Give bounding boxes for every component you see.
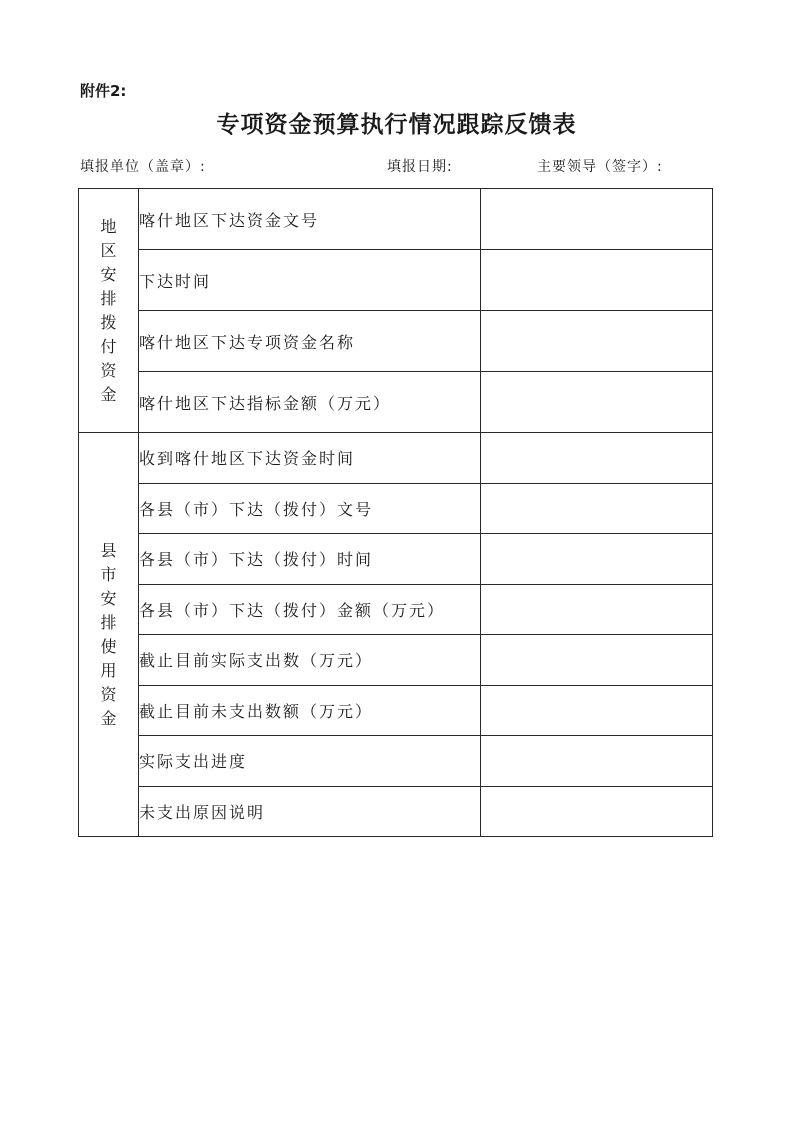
row-label: 各县（市）下达（拨付）文号 (139, 483, 481, 534)
table-row (79, 635, 713, 686)
row-value-cell[interactable] (481, 250, 713, 311)
row-label: 截止目前实际支出数（万元） (139, 635, 481, 686)
table-row (79, 433, 713, 484)
row-value-cell[interactable] (481, 736, 713, 787)
section-group-header: 县市安排使用资金 (79, 433, 139, 837)
row-value-cell[interactable] (481, 635, 713, 686)
table-row (79, 786, 713, 837)
table-row (79, 736, 713, 787)
row-label: 截止目前未支出数额（万元） (139, 685, 481, 736)
feedback-table (78, 188, 713, 837)
table-row (79, 534, 713, 585)
table-row (79, 584, 713, 635)
fill-unit-label: 填报单位（盖章）: (80, 159, 206, 175)
attachment-label: 附件2: (80, 82, 127, 100)
row-label: 喀什地区下达指标金额（万元） (139, 372, 481, 433)
row-label: 喀什地区下达专项资金名称 (139, 311, 481, 372)
table-row (79, 372, 713, 433)
table-row (79, 685, 713, 736)
row-label: 喀什地区下达资金文号 (139, 189, 481, 250)
fill-date-label: 填报日期: (387, 159, 453, 175)
row-value-cell[interactable] (481, 433, 713, 484)
table-row (79, 189, 713, 250)
page-title: 专项资金预算执行情况跟踪反馈表 (216, 112, 577, 138)
row-value-cell[interactable] (481, 372, 713, 433)
row-label: 收到喀什地区下达资金时间 (139, 433, 481, 484)
row-label: 未支出原因说明 (139, 786, 481, 837)
table-row (79, 483, 713, 534)
row-value-cell[interactable] (481, 534, 713, 585)
row-value-cell[interactable] (481, 685, 713, 736)
table-row (79, 311, 713, 372)
row-value-cell[interactable] (481, 584, 713, 635)
row-value-cell[interactable] (481, 311, 713, 372)
row-value-cell[interactable] (481, 483, 713, 534)
row-label: 实际支出进度 (139, 736, 481, 787)
row-label: 下达时间 (139, 250, 481, 311)
table-row (79, 250, 713, 311)
row-label: 各县（市）下达（拨付）金额（万元） (139, 584, 481, 635)
fill-leader-label: 主要领导（签字）: (537, 159, 663, 175)
section-group-header: 地区安排拨付资金 (79, 189, 139, 433)
row-label: 各县（市）下达（拨付）时间 (139, 534, 481, 585)
row-value-cell[interactable] (481, 786, 713, 837)
row-value-cell[interactable] (481, 189, 713, 250)
